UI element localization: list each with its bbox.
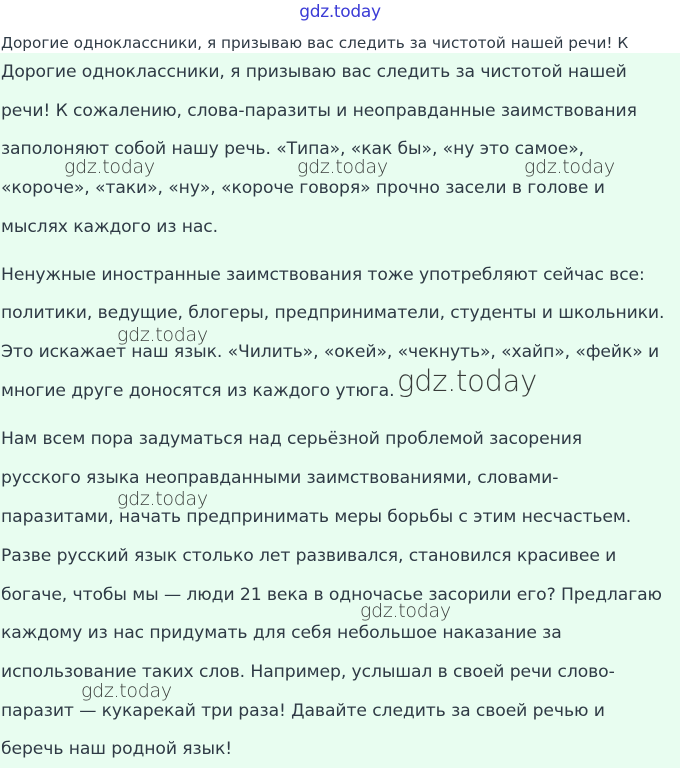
answer-line: многие друге доносятся из каждого утюга.	[1, 381, 395, 401]
watermark: gdz.today	[117, 488, 208, 510]
answer-line: беречь наш родной язык!	[1, 739, 233, 759]
answer-line: речи! К сожалению, слова-паразиты и неоправданные заимствования	[1, 101, 637, 121]
answer-line: каждому из нас придумать для себя небольшое наказание за	[1, 623, 562, 643]
answer-line: использование таких слов. Например, услышал в своей речи слово-	[1, 662, 615, 682]
answer-line: Нам всем пора задуматься над серьёзной проблемой засорения	[1, 429, 583, 449]
watermark: gdz.today	[397, 364, 538, 398]
answer-line: богаче, чтобы мы — люди 21 века в одночасье засорили его? Предлагаю	[1, 585, 662, 605]
answer-line: паразит — кукарекай три раза! Давайте следить за своей речью и	[1, 701, 605, 721]
answer-line: Ненужные иностранные заимствования тоже употребляют сейчас все:	[1, 265, 645, 285]
answer-line: заполоняют собой нашу речь. «Типа», «как бы», «ну это самое»,	[1, 139, 585, 159]
answer-line: Разве русский язык столько лет развивался, становился красивее и	[1, 546, 617, 566]
watermark: gdz.today	[64, 156, 155, 178]
watermark: gdz.today	[297, 156, 388, 178]
watermark: gdz.today	[360, 600, 451, 622]
site-logo[interactable]: gdz.today	[299, 2, 381, 22]
answer-line: Это искажает наш язык. «Чилить», «окей», «чекнуть», «хайп», «фейк» и	[1, 342, 660, 362]
answer-line: паразитами, начать предпринимать меры борьбы с этим несчастьем.	[1, 507, 632, 527]
answer-line: русского языка неоправданными заимствованиями, словами-	[1, 468, 559, 488]
watermark: gdz.today	[524, 156, 615, 178]
answer-line: «короче», «таки», «ну», «короче говоря» прочно засели в голове и	[1, 178, 605, 198]
watermark: gdz.today	[117, 324, 208, 346]
watermark: gdz.today	[81, 680, 172, 702]
intro-text: Дорогие одноклассники, я призываю вас следить за чистотой нашей речи! К	[1, 34, 629, 52]
answer-line: политики, ведущие, блогеры, предприниматели, студенты и школьники.	[1, 303, 665, 323]
answer-line: мыслях каждого из нас.	[1, 217, 219, 237]
answer-line: Дорогие одноклассники, я призываю вас следить за чистотой нашей	[1, 62, 627, 82]
